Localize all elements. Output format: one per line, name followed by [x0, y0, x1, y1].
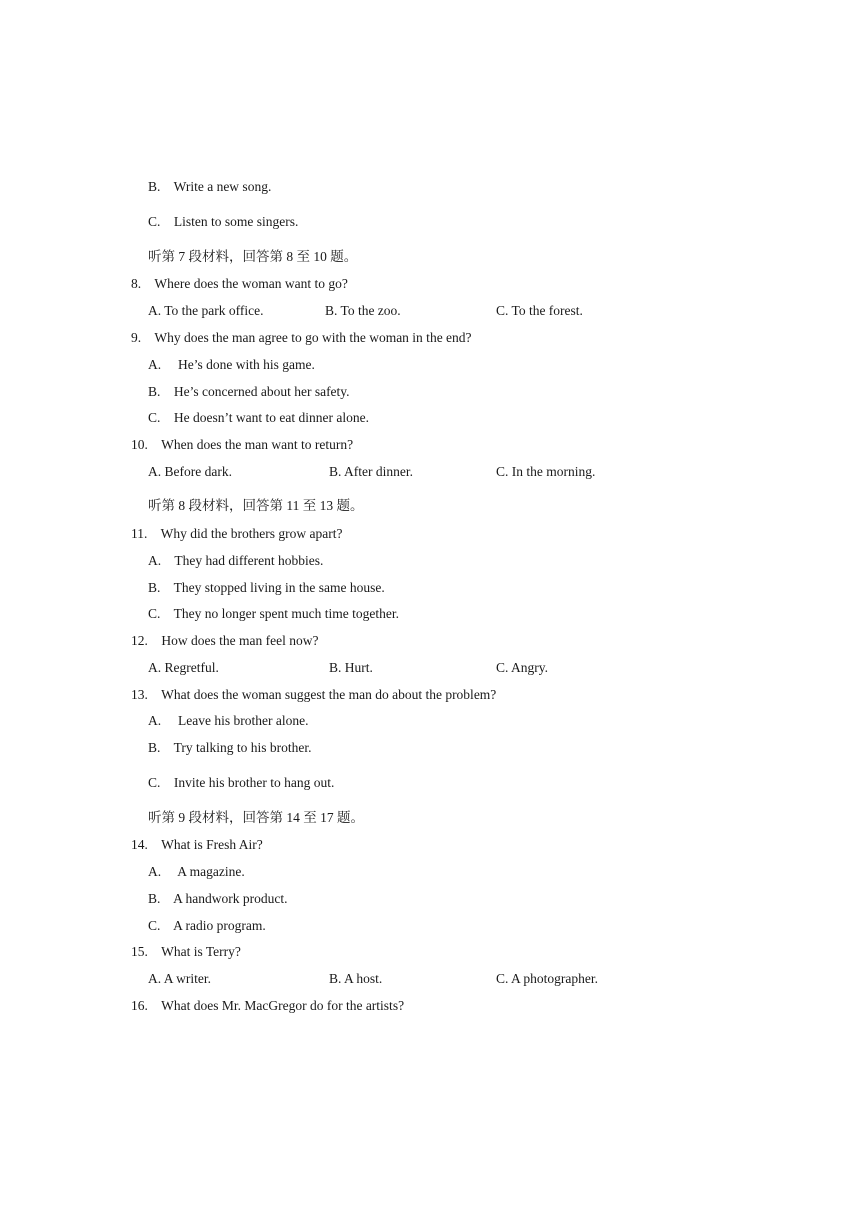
q11-option-a: A. They had different hobbies. — [148, 553, 324, 568]
section-9-instruction: 听第 9 段材料，回答第 14 至 17 题。 — [148, 810, 364, 825]
q12-option-a: A. Regretful. — [148, 660, 219, 675]
q12-option-b: B. Hurt. — [329, 660, 373, 675]
q15-option-c: C. A photographer. — [496, 971, 598, 986]
q16-question: 16. What does Mr. MacGregor do for the artists? — [131, 998, 405, 1013]
q8-option-c: C. To the forest. — [496, 303, 583, 318]
q13-option-b: B. Try talking to his brother. — [148, 740, 312, 755]
q13-question: 13. What does the woman suggest the man do about the problem? — [131, 687, 497, 702]
q14-question: 14. What is Fresh Air? — [131, 837, 263, 852]
q15-option-b: B. A host. — [329, 971, 383, 986]
q11-option-b: B. They stopped living in the same house. — [148, 580, 385, 595]
q13-option-c: C. Invite his brother to hang out. — [148, 775, 335, 790]
q9-option-b: B. He’s concerned about her safety. — [148, 384, 350, 399]
q14-option-b: B. A handwork product. — [148, 891, 288, 906]
q15-option-a: A. A writer. — [148, 971, 211, 986]
q10-question: 10. When does the man want to return? — [131, 437, 354, 452]
section-7-instruction: 听第 7 段材料，回答第 8 至 10 题。 — [148, 249, 358, 264]
q14-option-c: C. A radio program. — [148, 918, 266, 933]
q9-option-c: C. He doesn’t want to eat dinner alone. — [148, 410, 369, 425]
q9-option-a: A. He’s done with his game. — [148, 357, 315, 372]
q8-question: 8. Where does the woman want to go? — [131, 276, 348, 291]
q13-option-a: A. Leave his brother alone. — [148, 713, 309, 728]
q11-question: 11. Why did the brothers grow apart? — [131, 526, 343, 541]
q12-question: 12. How does the man feel now? — [131, 633, 319, 648]
q8-option-a: A. To the park office. — [148, 303, 264, 318]
q10-option-a: A. Before dark. — [148, 464, 232, 479]
q15-question: 15. What is Terry? — [131, 944, 241, 959]
q9-question: 9. Why does the man agree to go with the woman in the end? — [131, 330, 472, 345]
q12-option-c: C. Angry. — [496, 660, 549, 675]
q10-option-b: B. After dinner. — [329, 464, 413, 479]
q8-option-b: B. To the zoo. — [325, 303, 401, 318]
q11-option-c: C. They no longer spent much time together. — [148, 606, 399, 621]
q14-option-a: A. A magazine. — [148, 864, 245, 879]
q10-option-c: C. In the morning. — [496, 464, 596, 479]
q7-option-b: B. Write a new song. — [148, 179, 272, 194]
section-8-instruction: 听第 8 段材料，回答第 11 至 13 题。 — [148, 498, 364, 513]
q7-option-c: C. Listen to some singers. — [148, 214, 299, 229]
